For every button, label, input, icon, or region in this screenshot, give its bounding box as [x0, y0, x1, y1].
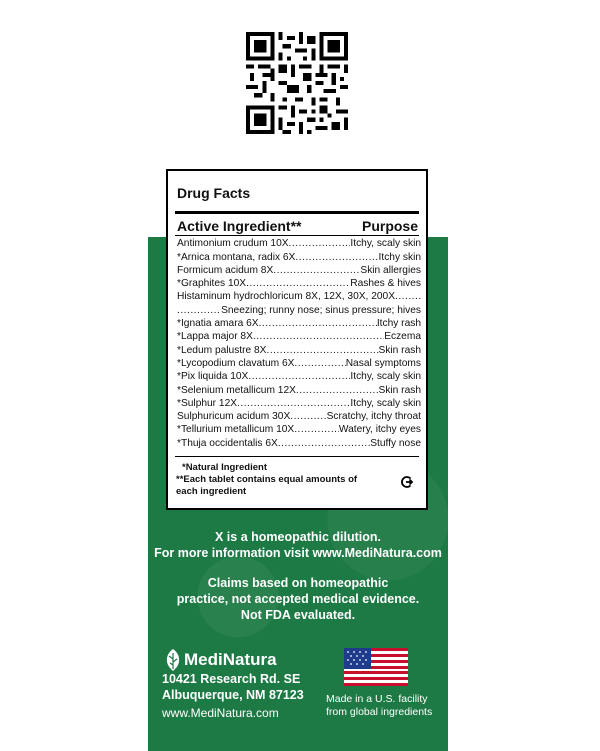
active-ingredient-header: Active Ingredient**	[177, 218, 302, 234]
ingredient-purpose: Itchy, scaly skin	[350, 238, 421, 250]
ingredient-name: *Thuja occidentalis 6X	[177, 437, 278, 449]
ingredient-purpose: Skin rash	[378, 344, 421, 356]
ingredient-row	[177, 436, 421, 449]
leader-dots	[237, 397, 350, 410]
leader-dots	[294, 423, 339, 436]
continue-arrow-icon	[400, 475, 414, 489]
claims-line-3: Not FDA evaluated.	[240, 608, 356, 622]
leader-dots	[295, 251, 378, 264]
ingredient-name: *Lycopodium clavatum 6X	[177, 357, 295, 369]
package-panel	[148, 0, 448, 751]
ingredient-name: Antimonium crudum 10X	[177, 238, 289, 250]
ingredient-row	[177, 370, 421, 383]
brand-name: MediNatura	[184, 650, 277, 669]
ingredient-purpose: Scratchy, itchy throat	[326, 411, 421, 423]
drug-facts-title: Drug Facts	[177, 185, 251, 201]
claims-line-1: Claims based on homeopathic	[207, 576, 389, 590]
more-info-note: For more information visit www.MediNatura.com	[154, 546, 442, 560]
address-line-1: 10421 Research Rd. SE	[162, 672, 301, 686]
qr-code[interactable]	[246, 32, 348, 134]
ingredient-name: *Selenium metallicum 12X	[177, 384, 296, 396]
ingredient-purpose: Sneezing; runny nose; sinus pressure; hives	[221, 304, 421, 316]
claims-line-2: practice, not accepted medical evidence.	[176, 592, 420, 606]
ingredient-row	[177, 303, 421, 316]
ingredient-name: *Pix liquida 10X	[177, 371, 249, 383]
ingredient-row	[177, 423, 421, 436]
ingredient-name: *Ignatia amara 6X	[177, 318, 259, 330]
ingredient-name: *Ledum palustre 8X	[177, 344, 267, 356]
ingredient-row	[177, 357, 421, 370]
ingredient-purpose: Eczema	[384, 331, 421, 343]
ingredient-purpose: Itchy skin	[378, 251, 421, 263]
ingredient-row	[177, 264, 421, 277]
ingredient-purpose: Nasal symptoms	[345, 357, 421, 369]
leader-dots	[278, 437, 370, 450]
title-rule	[175, 211, 419, 214]
ingredient-purpose: Watery, itchy eyes	[338, 424, 421, 436]
leader-dots	[246, 277, 350, 290]
ingredient-row	[177, 343, 421, 356]
ingredient-name: *Graphites 10X	[177, 278, 247, 290]
made-in-usa-note: Made in a U.S. facility from global ingredients	[326, 693, 433, 718]
ingredient-purpose: Skin rash	[378, 384, 421, 396]
us-flag-icon	[344, 648, 408, 686]
leader-dots	[266, 344, 378, 357]
leader-dots	[177, 304, 221, 317]
ingredient-name: *Tellurium metallicum 10X	[177, 424, 295, 436]
ingredient-row	[177, 290, 421, 303]
purpose-header: Purpose	[361, 218, 418, 234]
ingredient-name: Histaminum hydrochloricum 8X, 12X, 30X, 200X	[177, 291, 396, 303]
ingredient-name: Formicum acidum 8X	[177, 264, 274, 276]
leader-dots	[248, 370, 350, 383]
dilution-note: X is a homeopathic dilution.	[215, 530, 381, 544]
ingredient-row	[177, 250, 421, 263]
ingredient-name: Sulphuricum acidum 30X	[177, 411, 291, 423]
tablet-note: **Each tablet contains equal amounts of each ingredient	[176, 474, 358, 497]
leader-dots	[259, 317, 377, 330]
ingredient-row	[177, 397, 421, 410]
ingredient-row	[177, 330, 421, 343]
ingredient-name: *Sulphur 12X	[177, 397, 238, 409]
ingredient-row	[177, 410, 421, 423]
leader-dots	[273, 264, 360, 277]
ingredient-purpose: Skin allergies	[360, 264, 421, 276]
ingredient-row	[177, 317, 421, 330]
ingredient-row	[177, 277, 421, 290]
footnote-rule	[175, 456, 419, 457]
ingredient-name: *Lappa major 8X	[177, 331, 253, 343]
ingredient-list	[177, 237, 421, 450]
leader-dots	[253, 330, 384, 343]
header-rule	[175, 235, 419, 236]
website-link[interactable]: www.MediNatura.com	[162, 706, 279, 720]
ingredient-row	[177, 237, 421, 250]
natural-ingredient-note: *Natural Ingredient	[182, 462, 267, 473]
leader-dots	[294, 357, 345, 370]
address-line-2: Albuquerque, NM 87123	[162, 688, 304, 702]
ingredient-purpose: Itchy rash	[376, 318, 421, 330]
ingredient-purpose: Rashes & hives	[350, 278, 421, 290]
ingredient-name: *Arnica montana, radix 6X	[177, 251, 296, 263]
leader-dots	[290, 410, 326, 423]
leader-dots	[296, 384, 379, 397]
leader-dots	[289, 237, 351, 250]
leader-dots	[395, 290, 421, 303]
drug-facts-box	[166, 169, 428, 510]
ingredient-purpose: Itchy, scaly skin	[350, 371, 421, 383]
ingredient-purpose: Stuffy nose	[370, 437, 421, 449]
ingredient-row	[177, 383, 421, 396]
ingredient-purpose: Itchy, scaly skin	[350, 397, 421, 409]
leaf-logo-icon	[164, 648, 182, 672]
